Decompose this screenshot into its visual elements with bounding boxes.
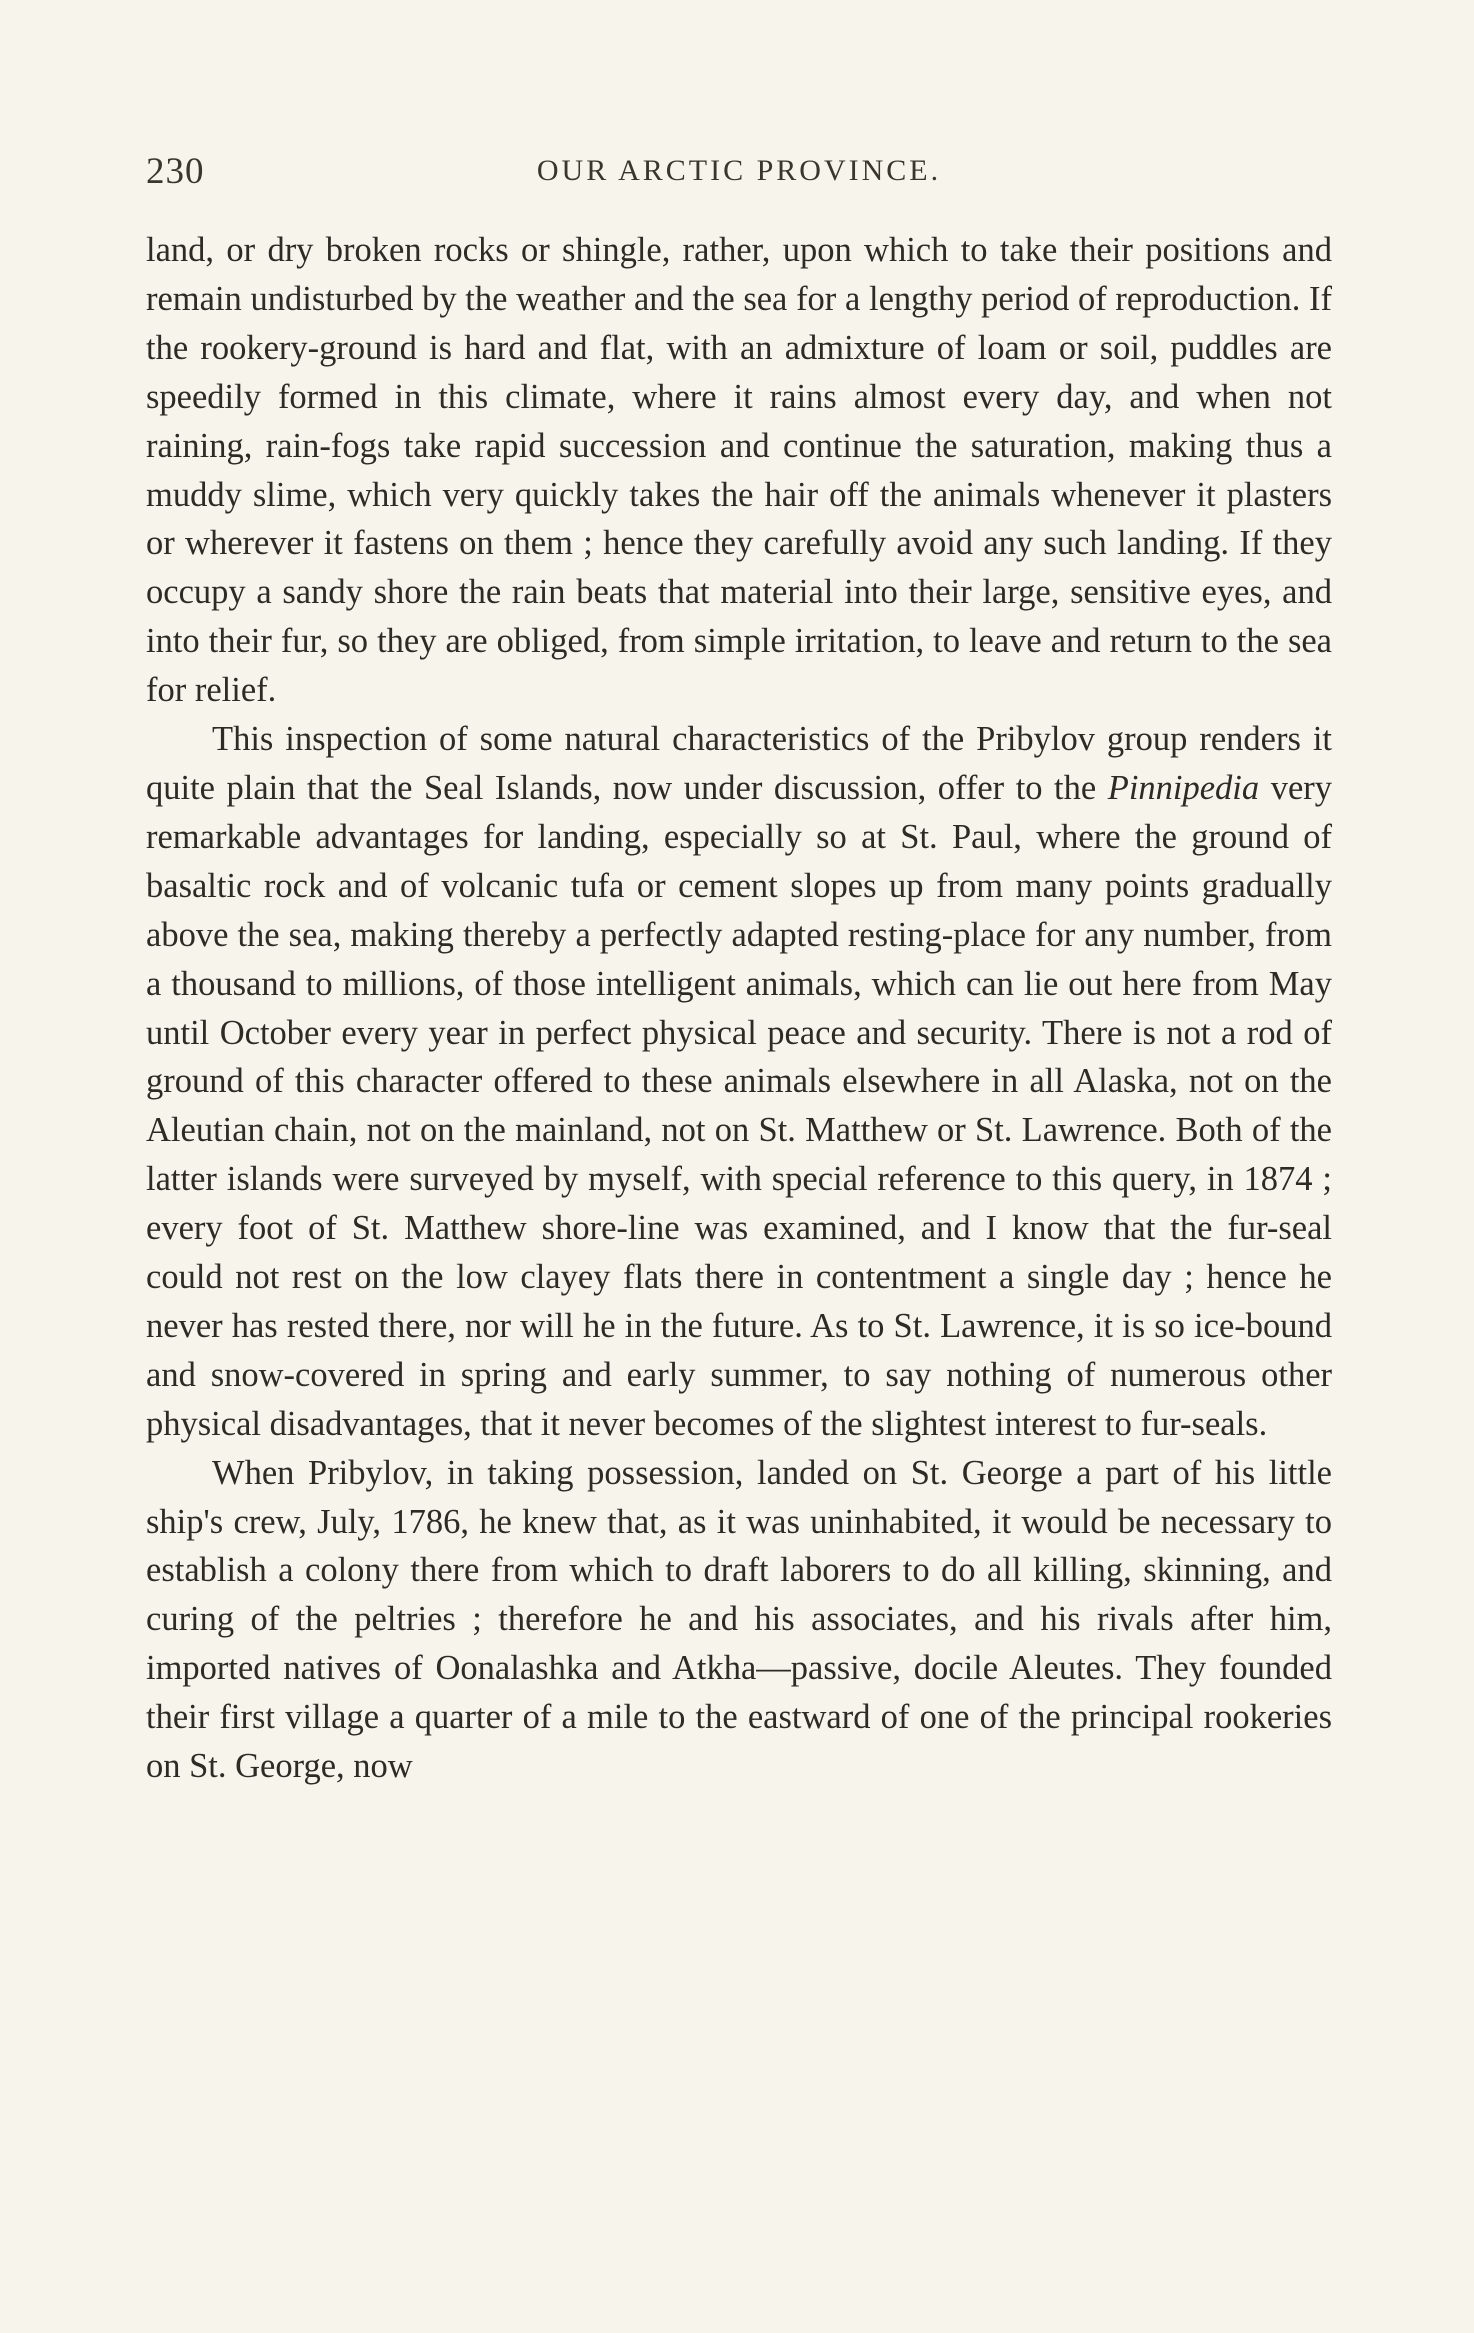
running-title: OUR ARCTIC PROVINCE. xyxy=(536,154,942,187)
page-header xyxy=(146,150,1332,202)
paragraph-text: This inspection of some natural characteristics of the Pribylov group renders it quite plain that the Seal Islands, now under discussion, offer to the xyxy=(146,720,1332,807)
paragraph-text: very remarkable advantages for landing, especially so at St. Paul, where the ground of basaltic rock and of volcanic tufa or cement slopes up from many points gradually above the sea, making thereby a perfectly adapted resting-place for any number, from a thousand to millions, of those intelligent animals, which can lie out here from May until October every year in perfect physical peace and security. There is not a rod of ground of this character offered to these animals elsewhere in all Alaska, not on the Aleutian chain, not on the mainland, not on St. Matthew or St. Lawrence. Both of the latter islands were surveyed by myself, with special reference to this query, in 1874 ; every foot of St. Matthew shore-line was examined, and I know that the fur-seal could not rest on the low clayey flats there in contentment a single day ; hence he never has rested there, nor will he in the future. As to St. Lawrence, it is so ice-bound and snow-covered in spring and early summer, to say nothing of numerous other physical disadvantages, that it never becomes of the slightest interest to fur-seals. xyxy=(146,768,1332,1443)
paragraph-continuation: land, or dry broken rocks or shingle, rather, upon which to take their positions and remain undisturbed by the weather and the sea for a lengthy period of reproduction. If the rookery-ground is hard and flat, with an admixture of loam or soil, puddles are speedily formed in this climate, where it rains almost every day, and when not raining, rain-fogs take rapid succession and continue the saturation, making thus a muddy slime, which very quickly takes the hair off the animals whenever it plasters or wherever it fastens on them ; hence they carefully avoid any such landing. If they occupy a sandy shore the rain beats that material into their large, sensitive eyes, and into their fur, so they are obliged, from simple irritation, to leave and return to the sea for relief. xyxy=(146,231,1332,710)
italic-term: Pinnipedia xyxy=(1107,768,1260,807)
paragraph-pribylov-group xyxy=(146,715,1332,1449)
paragraph-pribylov-landing: When Pribylov, in taking possession, landed on St. George a part of his little ship's crew, July, 1786, he knew that, as it was uninhabited, it would be necessary to establish a colony there from which to draft laborers to do all killing, skinning, and curing of the peltries ; therefore he and his associates, and his rivals after him, imported natives of Oonalashka and Atkha—passive, docile Aleutes. They founded their first village a quarter of a mile to the eastward of one of the principal rookeries on St. George, now xyxy=(146,1453,1332,1786)
page-number: 230 xyxy=(146,151,205,192)
body-text xyxy=(146,226,1332,1791)
